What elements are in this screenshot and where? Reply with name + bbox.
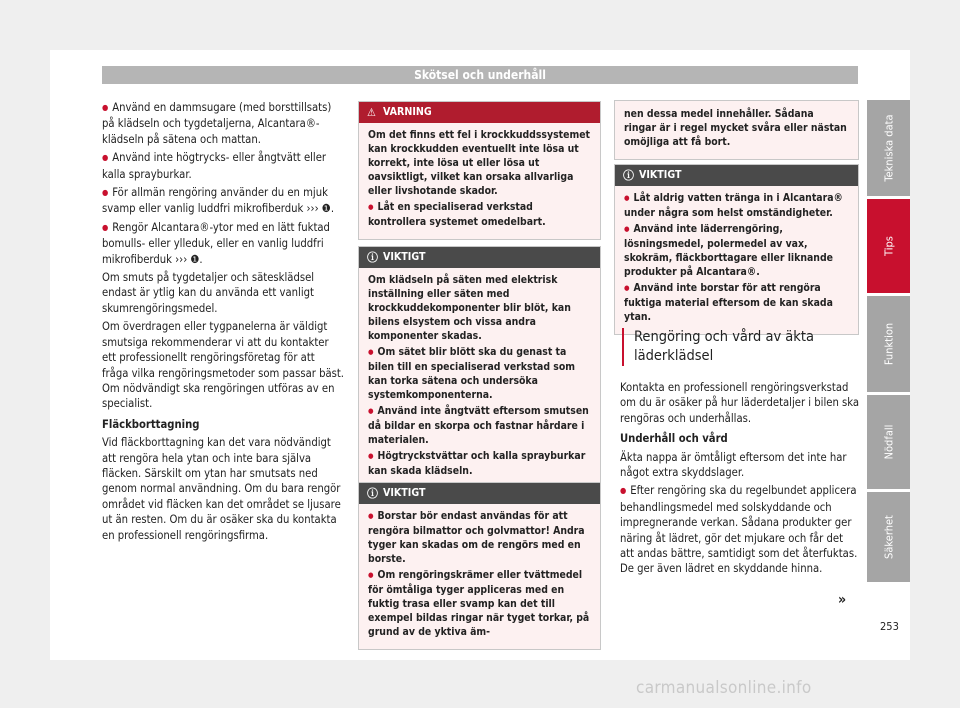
- warning-box-header: [359, 102, 600, 123]
- warning-box: [358, 101, 601, 240]
- important-box-2-header: [359, 483, 600, 504]
- left-paragraph-5: Om smuts på tygdetaljer och sätesklädsel endast är ytlig kan du använda ett vanligt skumrengöringsmedel.: [102, 271, 315, 315]
- left-bullet-3: ● För allmän rengöring använder du en mjuk svamp eller vanlig luddfri mikrofiberduk ››› ❶.: [102, 185, 344, 217]
- warning-triangle-icon: ⚠: [367, 106, 376, 119]
- important-2-bullet-2: ● Om rengöringskrämer eller tvättmedel för ömtåliga tyger appliceras med en fuktig trasa eller svamp kan det till exempel bildas ringar när tyget torkar, på grund av de yktiva äm-: [368, 568, 591, 639]
- warning-text: Om det finns ett fel i krockkuddssystemet kan krockkudden eventuellt inte lösa ut korrekt, inte lösa ut eller lösa ut oavsiktligt, vilket kan orsaka allvarliga eller livshotande skador.: [368, 129, 591, 197]
- important-2-bullet-1: ● Borstar bör endast användas för att rengöra bilmattor och golvmattor! Andra tyger kan skadas om de rengörs med en borste.: [368, 509, 591, 566]
- left-paragraph-6: Om överdragen eller tygpanelerna är väldigt smutsiga rekommenderar vi att du kontakter ett professionellt rengöringsföretag för att fråga vilka rengöringsmetoder som passar bäst. Om nödvändigt ska rengöringen utföras av en specialist.: [102, 320, 345, 411]
- important-3-title: VIKTIGT: [639, 169, 682, 181]
- watermark: carmanualsonline.info: [636, 678, 812, 698]
- important-3-bullet-2: ● Använd inte läderrengöring, lösningsmedel, polermedel av vax, skokräm, fläckborttagare eller liknande produkter på Alcantara®.: [624, 222, 849, 279]
- tab-nodfall[interactable]: Nödfall: [867, 395, 910, 489]
- left-paragraph-7: Vid fläckborttagning kan det vara nödvändigt att rengöra hela ytan och inte bara själva fläcken. Särskilt om ytan har smutsats ned genom normal användning. Om du bara rengör området vid fläcken kan det området se ljusare ut än resten. Om du är osäker ska du kontakta en professionell rengöringsfirma.: [102, 436, 341, 542]
- tab-tips[interactable]: Tips: [867, 199, 910, 293]
- warning-title: VARNING: [383, 106, 432, 118]
- continued-box: [614, 100, 859, 160]
- right-bullet-1: ● Efter rengöring ska du regelbundet applicera behandlingsmedel med solskyddande och impregnerande verkan. Sådana produkter ger näring åt lädret, gör det mjukare och får det att andas bättre, samtidigt som det återfuktas. De ger även lädret en skyddande hinna.: [620, 483, 860, 576]
- continued-text: nen dessa medel innehåller. Sådana ringar är i regel mycket svåra eller nästan omöjliga att få bort.: [624, 108, 847, 148]
- stain-heading: Fläckborttagning: [102, 417, 200, 431]
- right-column: [620, 380, 860, 580]
- important-1-text: Om klädseln på säten med elektrisk inställning eller säten med krockkuddekomponenter blir blöt, kan bilens elsystem och vissa andra komponenter skadas.: [368, 274, 571, 342]
- tab-funktion[interactable]: Funktion: [867, 296, 910, 392]
- important-1-bullet-2: ● Använd inte ångtvätt eftersom smutsen då bildar en skorpa och fastnar hårdare i materialen.: [368, 404, 591, 447]
- left-bullet-2: ● Använd inte högtrycks- eller ångtvätt eller kalla sprayburkar.: [102, 150, 344, 182]
- important-3-bullet-3: ● Använd inte borstar för att rengöra fuktiga material eftersom de kan skada ytan.: [624, 281, 849, 324]
- left-bullet-1: ● Använd en dammsugare (med borsttillsats) på klädseln och tygdetaljerna, Alcantara®-klädseln på sätena och mattan.: [102, 100, 344, 147]
- right-paragraph-1: Kontakta en professionell rengöringsverkstad om du är osäker på hur läderdetaljer i bilen ska rengöras och underhållas.: [620, 381, 860, 425]
- important-box-1-header: [359, 247, 600, 268]
- left-bullet-4: ● Rengör Alcantara®-ytor med en lätt fuktad bomulls- eller ylleduk, eller en vanlig luddfri mikrofiberduk ››› ❶.: [102, 220, 344, 267]
- important-box-2: [358, 482, 601, 650]
- important-1-bullet-1: ● Om sätet blir blött ska du genast ta bilen till en specialiserad verkstad som kan torka sätena och undersöka systemkomponenterna.: [368, 345, 591, 402]
- section-title: Rengöring och vård av äkta läderklädsel: [622, 328, 858, 366]
- tab-tekniska-data[interactable]: Tekniska data: [867, 100, 910, 196]
- important-1-bullet-3: ● Högtryckstvättar och kalla sprayburkar kan skada klädseln.: [368, 449, 591, 478]
- important-box-1: [358, 246, 601, 489]
- important-1-title: VIKTIGT: [383, 251, 426, 263]
- info-circle-icon: ⓘ: [367, 251, 378, 264]
- info-circle-icon: ⓘ: [623, 169, 634, 182]
- important-box-3-header: [615, 165, 858, 186]
- info-circle-icon: ⓘ: [367, 487, 378, 500]
- important-3-bullet-1: ● Låt aldrig vatten tränga in i Alcantara® under några som helst omständigheter.: [624, 191, 849, 220]
- important-2-title: VIKTIGT: [383, 487, 426, 499]
- important-box-3: [614, 164, 859, 335]
- left-column: [102, 100, 344, 546]
- right-paragraph-2: Äkta nappa är ömtåligt eftersom det inte har något extra skyddslager.: [620, 450, 847, 480]
- tab-sakerhet[interactable]: Säkerhet: [867, 492, 910, 582]
- warning-bullet-1: ● Låt en specialiserad verkstad kontrollera systemet omedelbart.: [368, 200, 591, 229]
- page-number: 253: [880, 620, 899, 633]
- continue-mark: »: [838, 592, 847, 608]
- page-header: Skötsel och underhåll: [102, 66, 858, 84]
- care-heading: Underhåll och vård: [620, 432, 728, 446]
